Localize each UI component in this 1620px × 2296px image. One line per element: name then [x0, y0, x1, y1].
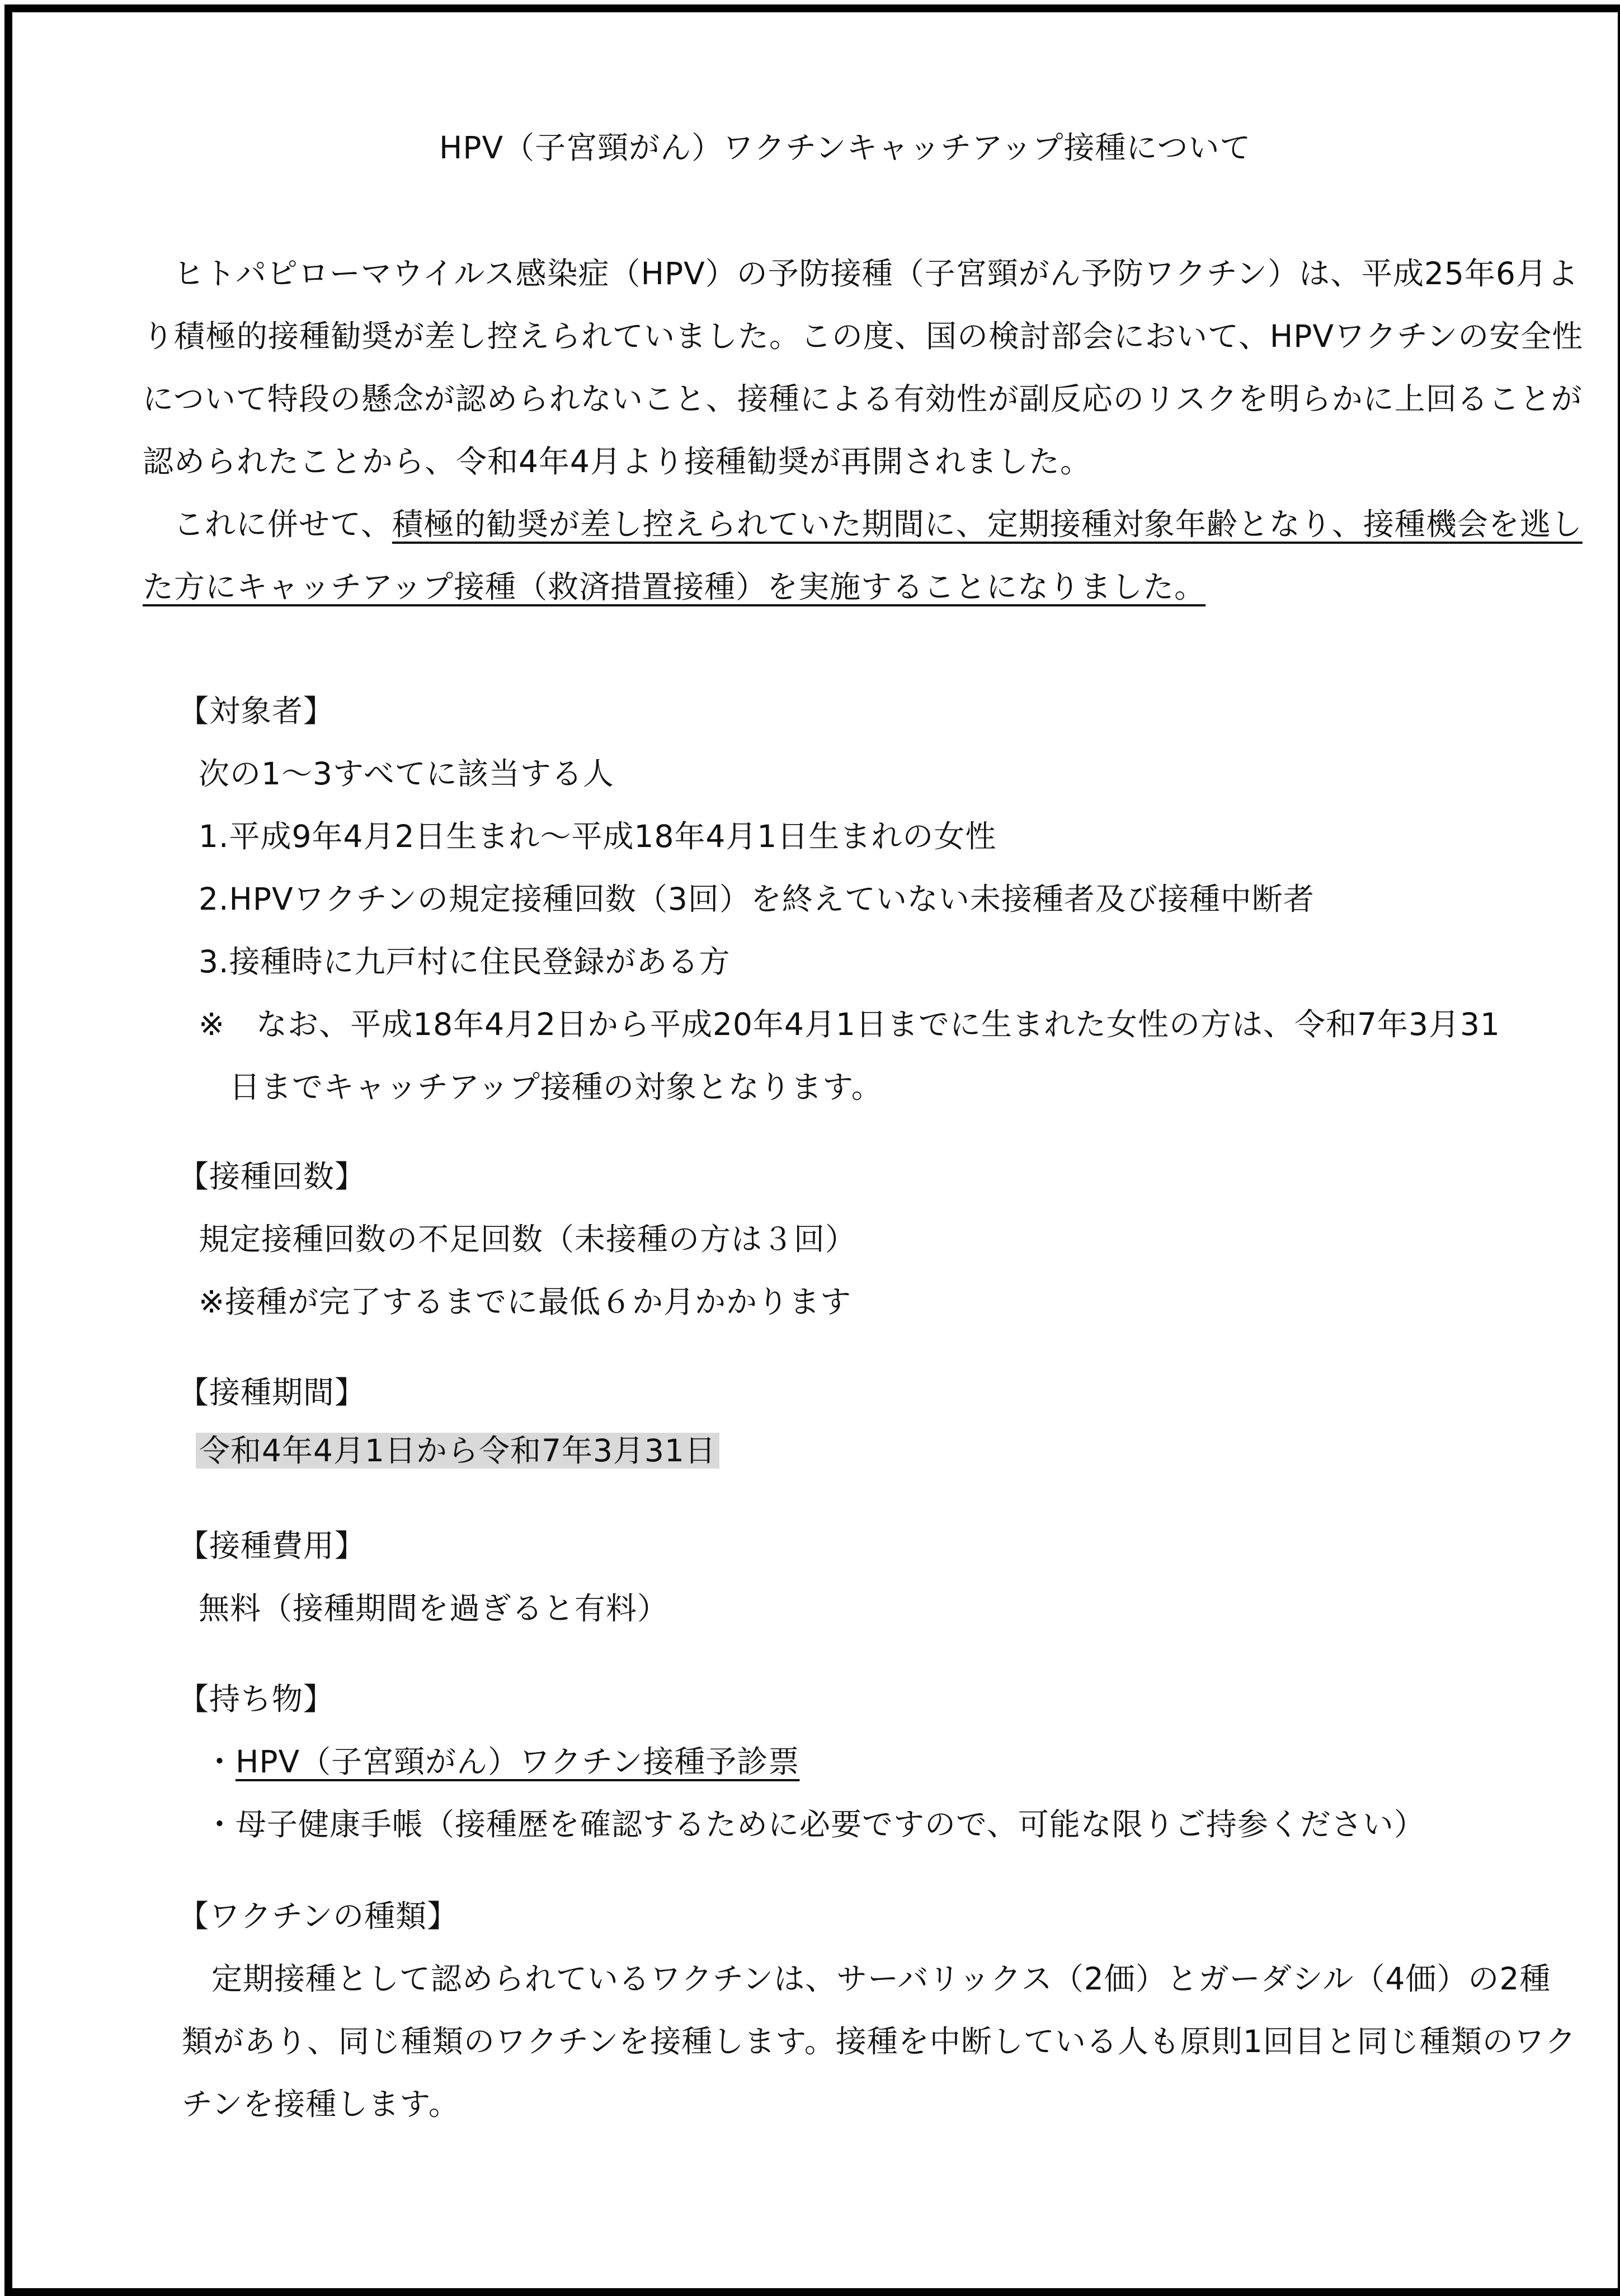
items-item-2	[204, 1806, 1425, 1843]
count-line-1: 規定接種回数の不足回数（未接種の方は３回）	[199, 1221, 857, 1257]
period-heading: 【接種期間】	[178, 1375, 366, 1410]
count-line-2: ※接種が完了するまでに最低６か月かかります	[199, 1284, 852, 1320]
items-bullet-2: ・	[204, 1806, 236, 1842]
target-item-1: 1.平成9年4月2日生まれ〜平成18年4月1日生まれの女性	[199, 818, 997, 854]
intro-p2-line-1	[173, 506, 1583, 543]
cost-heading: 【接種費用】	[178, 1528, 366, 1564]
cost-value: 無料（接種期間を過ぎると有料）	[199, 1591, 669, 1626]
intro-p2-underlined-1: 積極的勧奨が差し控えられていた期間に、定期接種対象年齢となり、接種機会を逃し	[392, 506, 1583, 542]
period-value-highlight: 令和4年4月1日から令和7年3月31日	[196, 1433, 719, 1469]
document-title: HPV（子宮頸がん）ワクチンキャッチアップ接種について	[439, 130, 1251, 166]
count-heading: 【接種回数】	[178, 1159, 366, 1194]
vaccine-line-3: チンを接種します。	[182, 2086, 460, 2122]
items-item-1	[204, 1743, 799, 1780]
intro-line-4: 認められたことから、令和4年4月より接種勧奨が再開されました。	[143, 444, 1091, 479]
target-note-line-1: ※ なお、平成18年4月2日から平成20年4月1日までに生まれた女性の方は、令和7年3月31	[199, 1006, 1500, 1042]
items-heading: 【持ち物】	[178, 1681, 335, 1717]
target-heading: 【対象者】	[178, 693, 335, 729]
period-value	[196, 1432, 719, 1469]
intro-line-3: について特段の懸念が認められないこと、接種による有効性が副反応のリスクを明らかに上回ることが	[143, 381, 1583, 417]
intro-p2-prefix: これに併せて、	[173, 506, 392, 542]
vaccine-line-2: 類があり、同じ種類のワクチンを接種します。接種を中断している人も原則1回目と同じ種類のワク	[182, 2024, 1576, 2059]
intro-line-1: ヒトパピローマウイルス感染症（HPV）の予防接種（子宮頸がん予防ワクチン）は、平成25年6月よ	[173, 256, 1579, 291]
target-lead: 次の1〜3すべてに該当する人	[199, 756, 614, 792]
target-note-line-2: 日までキャッチアップ接種の対象となります。	[229, 1069, 883, 1105]
vaccine-heading: 【ワクチンの種類】	[178, 1898, 459, 1934]
vaccine-line-1: 定期接種として認められているワクチンは、サーバリックス（2価）とガーダシル（4価）の2種	[211, 1961, 1551, 1997]
intro-p2-underlined-2: た方にキャッチアップ接種（救済措置接種）を実施することになりました。	[143, 569, 1206, 605]
intro-line-2: り積極的接種勧奨が差し控えられていました。この度、国の検討部会において、HPVワクチンの安全性	[143, 318, 1584, 354]
items-item-2-text: 母子健康手帳（接種歴を確認するために必要ですので、可能な限りご持参ください）	[236, 1806, 1425, 1842]
target-item-3: 3.接種時に九戸村に住民登録がある方	[199, 944, 731, 980]
items-bullet-1: ・	[204, 1744, 236, 1780]
target-item-2: 2.HPVワクチンの規定接種回数（3回）を終えていない未接種者及び接種中断者	[199, 881, 1315, 917]
items-item-1-text: HPV（子宮頸がん）ワクチン接種予診票	[236, 1744, 800, 1780]
